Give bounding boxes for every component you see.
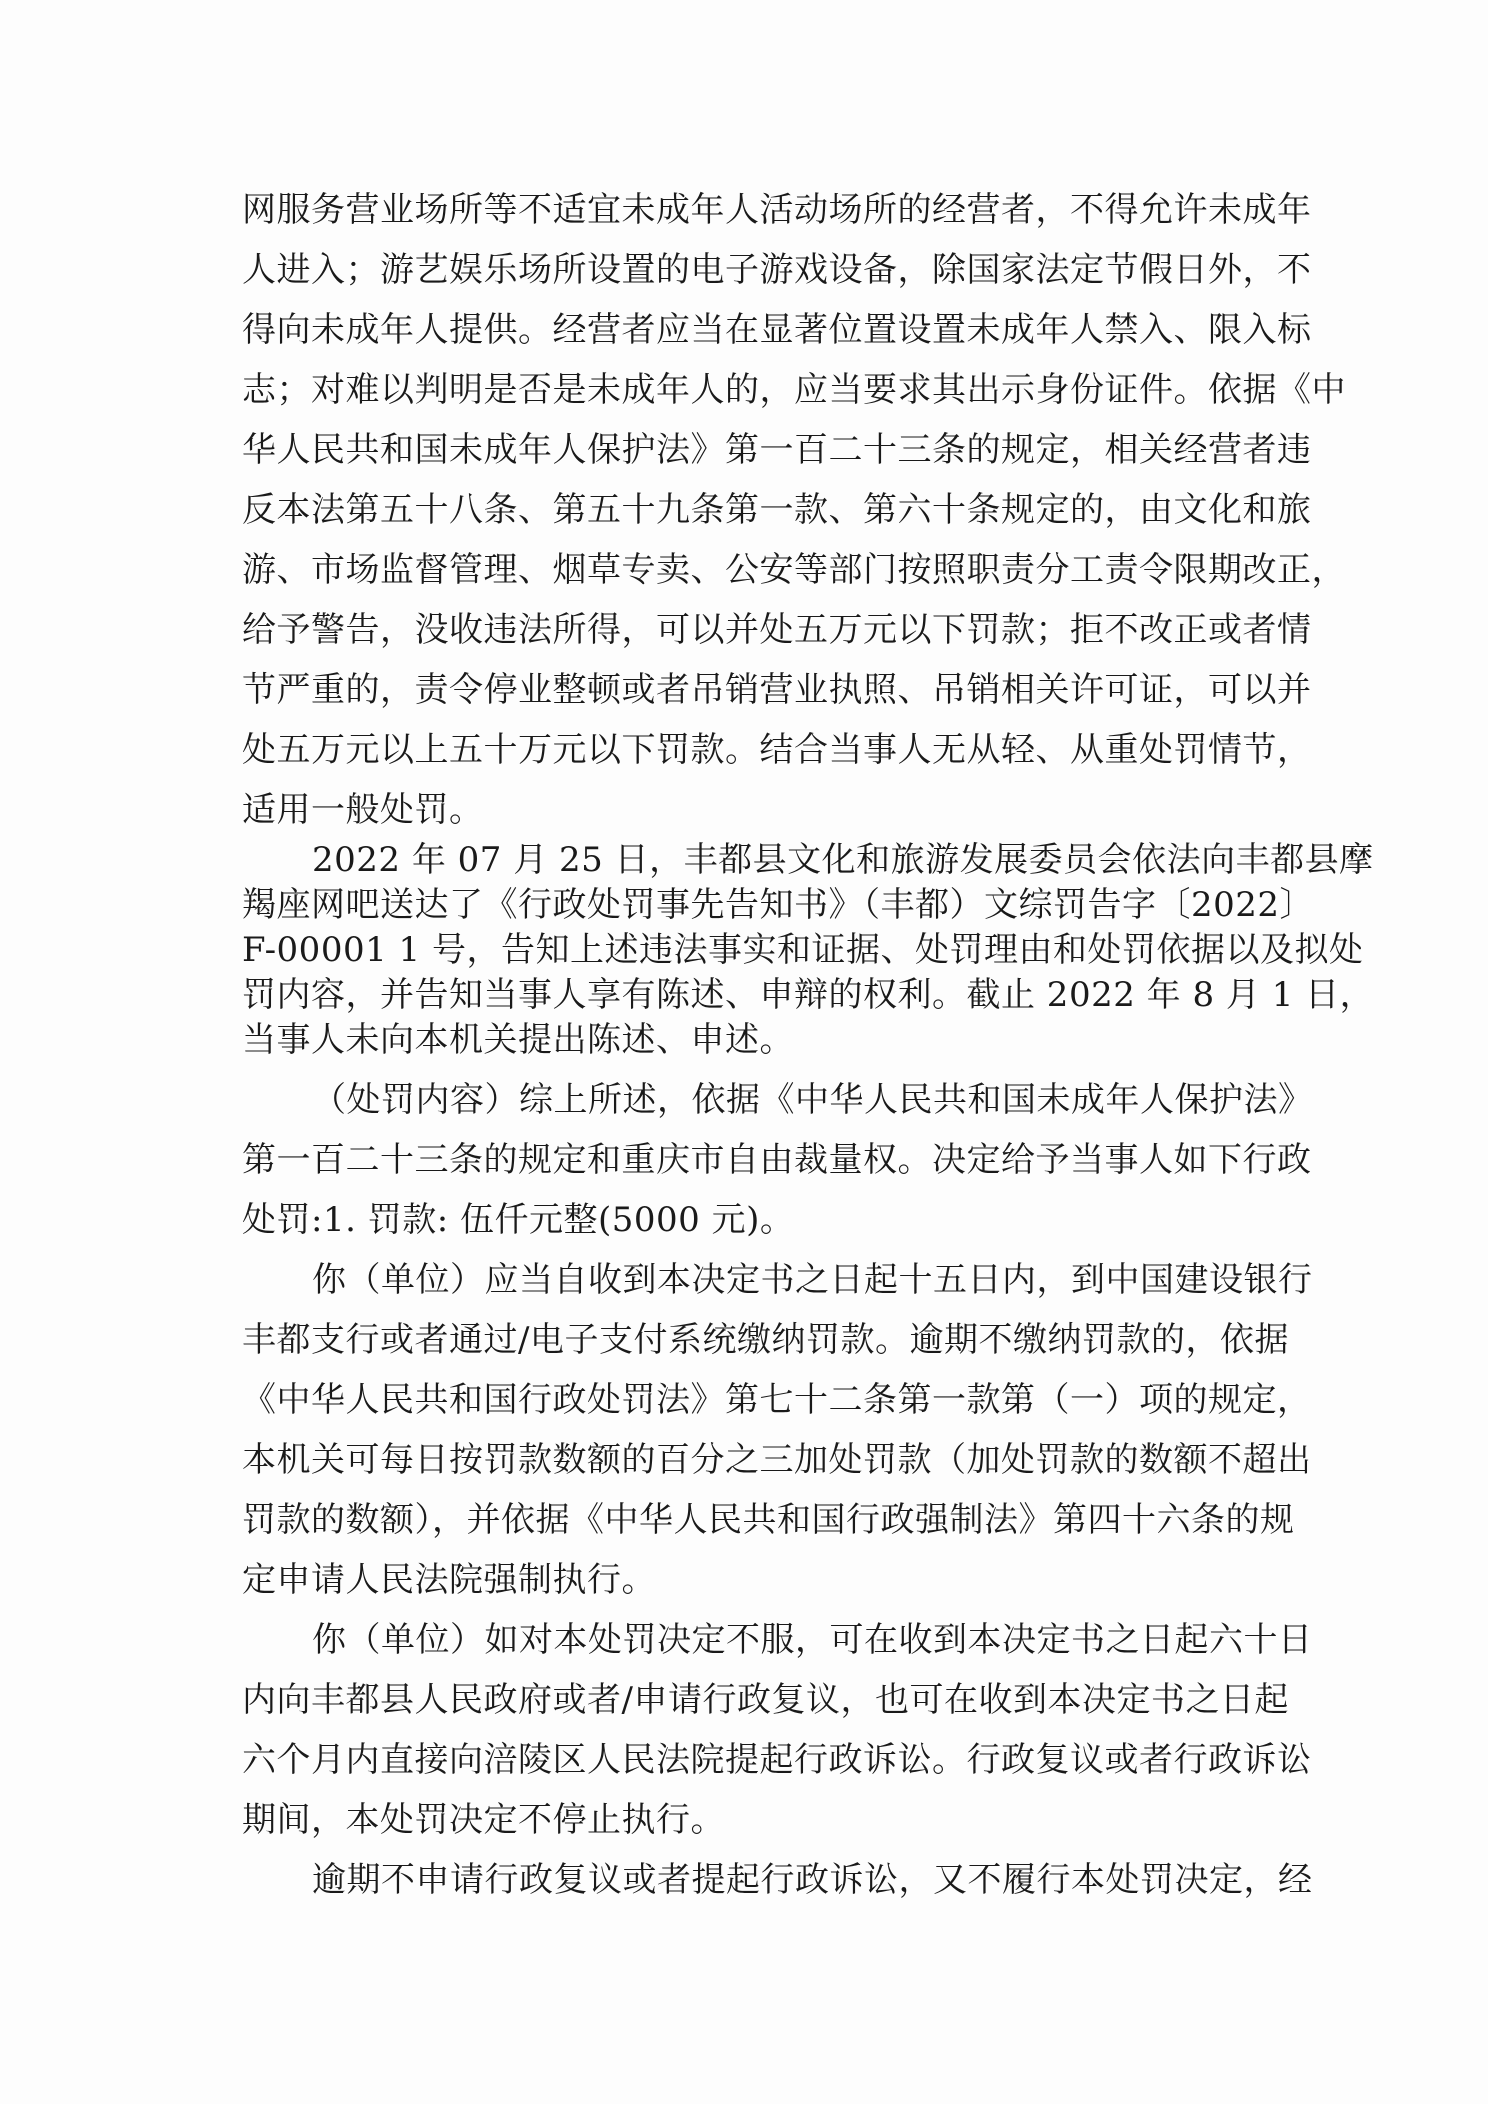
text-line: 游、市场监督管理、烟草专卖、公安等部门按照职责分工责令限期改正， [242, 550, 1346, 590]
text-line: 《中华人民共和国行政处罚法》第七十二条第一款第（一）项的规定， [242, 1380, 1312, 1420]
text-line: 节严重的，责令停业整顿或者吊销营业执照、吊销相关许可证，可以并 [242, 670, 1312, 710]
text-line: 处五万元以上五十万元以下罚款。结合当事人无从轻、从重处罚情节， [242, 730, 1312, 770]
text-line: 反本法第五十八条、第五十九条第一款、第六十条规定的，由文化和旅 [242, 490, 1312, 530]
text-line: 给予警告，没收违法所得，可以并处五万元以下罚款；拒不改正或者情 [242, 610, 1312, 650]
text-line: 志；对难以判明是否是未成年人的，应当要求其出示身份证件。依据《中 [242, 370, 1346, 410]
text-line: 六个月内直接向涪陵区人民法院提起行政诉讼。行政复议或者行政诉讼 [242, 1740, 1312, 1780]
text-line: 第一百二十三条的规定和重庆市自由裁量权。决定给予当事人如下行政 [242, 1140, 1312, 1180]
text-line: 逾期不申请行政复议或者提起行政诉讼，又不履行本处罚决定，经 [312, 1860, 1313, 1900]
text-line: 罚款的数额），并依据《中华人民共和国行政强制法》第四十六条的规 [242, 1500, 1295, 1540]
text-line: 你（单位）应当自收到本决定书之日起十五日内，到中国建设银行 [312, 1260, 1313, 1300]
text-line: 丰都支行或者通过/电子支付系统缴纳罚款。逾期不缴纳罚款的，依据 [242, 1320, 1289, 1360]
text-line: F-00001 1 号，告知上述违法事实和证据、处罚理由和处罚依据以及拟处 [242, 930, 1364, 970]
text-line: 罚内容，并告知当事人享有陈述、申辩的权利。截止 2022 年 8 月 1 日， [242, 975, 1375, 1015]
text-line: 当事人未向本机关提出陈述、申述。 [242, 1020, 794, 1060]
text-line: 处罚:1. 罚款: 伍仟元整(5000 元)。 [242, 1200, 795, 1240]
text-line: 人进入；游艺娱乐场所设置的电子游戏设备，除国家法定节假日外，不 [242, 250, 1312, 290]
text-line: 华人民共和国未成年人保护法》第一百二十三条的规定，相关经营者违 [242, 430, 1312, 470]
text-line: 你（单位）如对本处罚决定不服，可在收到本决定书之日起六十日 [312, 1620, 1313, 1660]
text-line: 本机关可每日按罚款数额的百分之三加处罚款（加处罚款的数额不超出 [242, 1440, 1312, 1480]
text-line: 得向未成年人提供。经营者应当在显著位置设置未成年人禁入、限入标 [242, 310, 1312, 350]
text-line: 内向丰都县人民政府或者/申请行政复议，也可在收到本决定书之日起 [242, 1680, 1289, 1720]
text-line: 网服务营业场所等不适宜未成年人活动场所的经营者，不得允许未成年 [242, 190, 1312, 230]
text-line: 2022 年 07 月 25 日，丰都县文化和旅游发展委员会依法向丰都县摩 [312, 840, 1374, 880]
text-line: 羯座网吧送达了《行政处罚事先告知书》（丰都）文综罚告字〔2022〕 [242, 885, 1315, 925]
text-line: 适用一般处罚。 [242, 790, 484, 830]
text-line: 期间，本处罚决定不停止执行。 [242, 1800, 725, 1840]
text-line: 定申请人民法院强制执行。 [242, 1560, 656, 1600]
text-line: （处罚内容）综上所述，依据《中华人民共和国未成年人保护法》 [312, 1080, 1313, 1120]
